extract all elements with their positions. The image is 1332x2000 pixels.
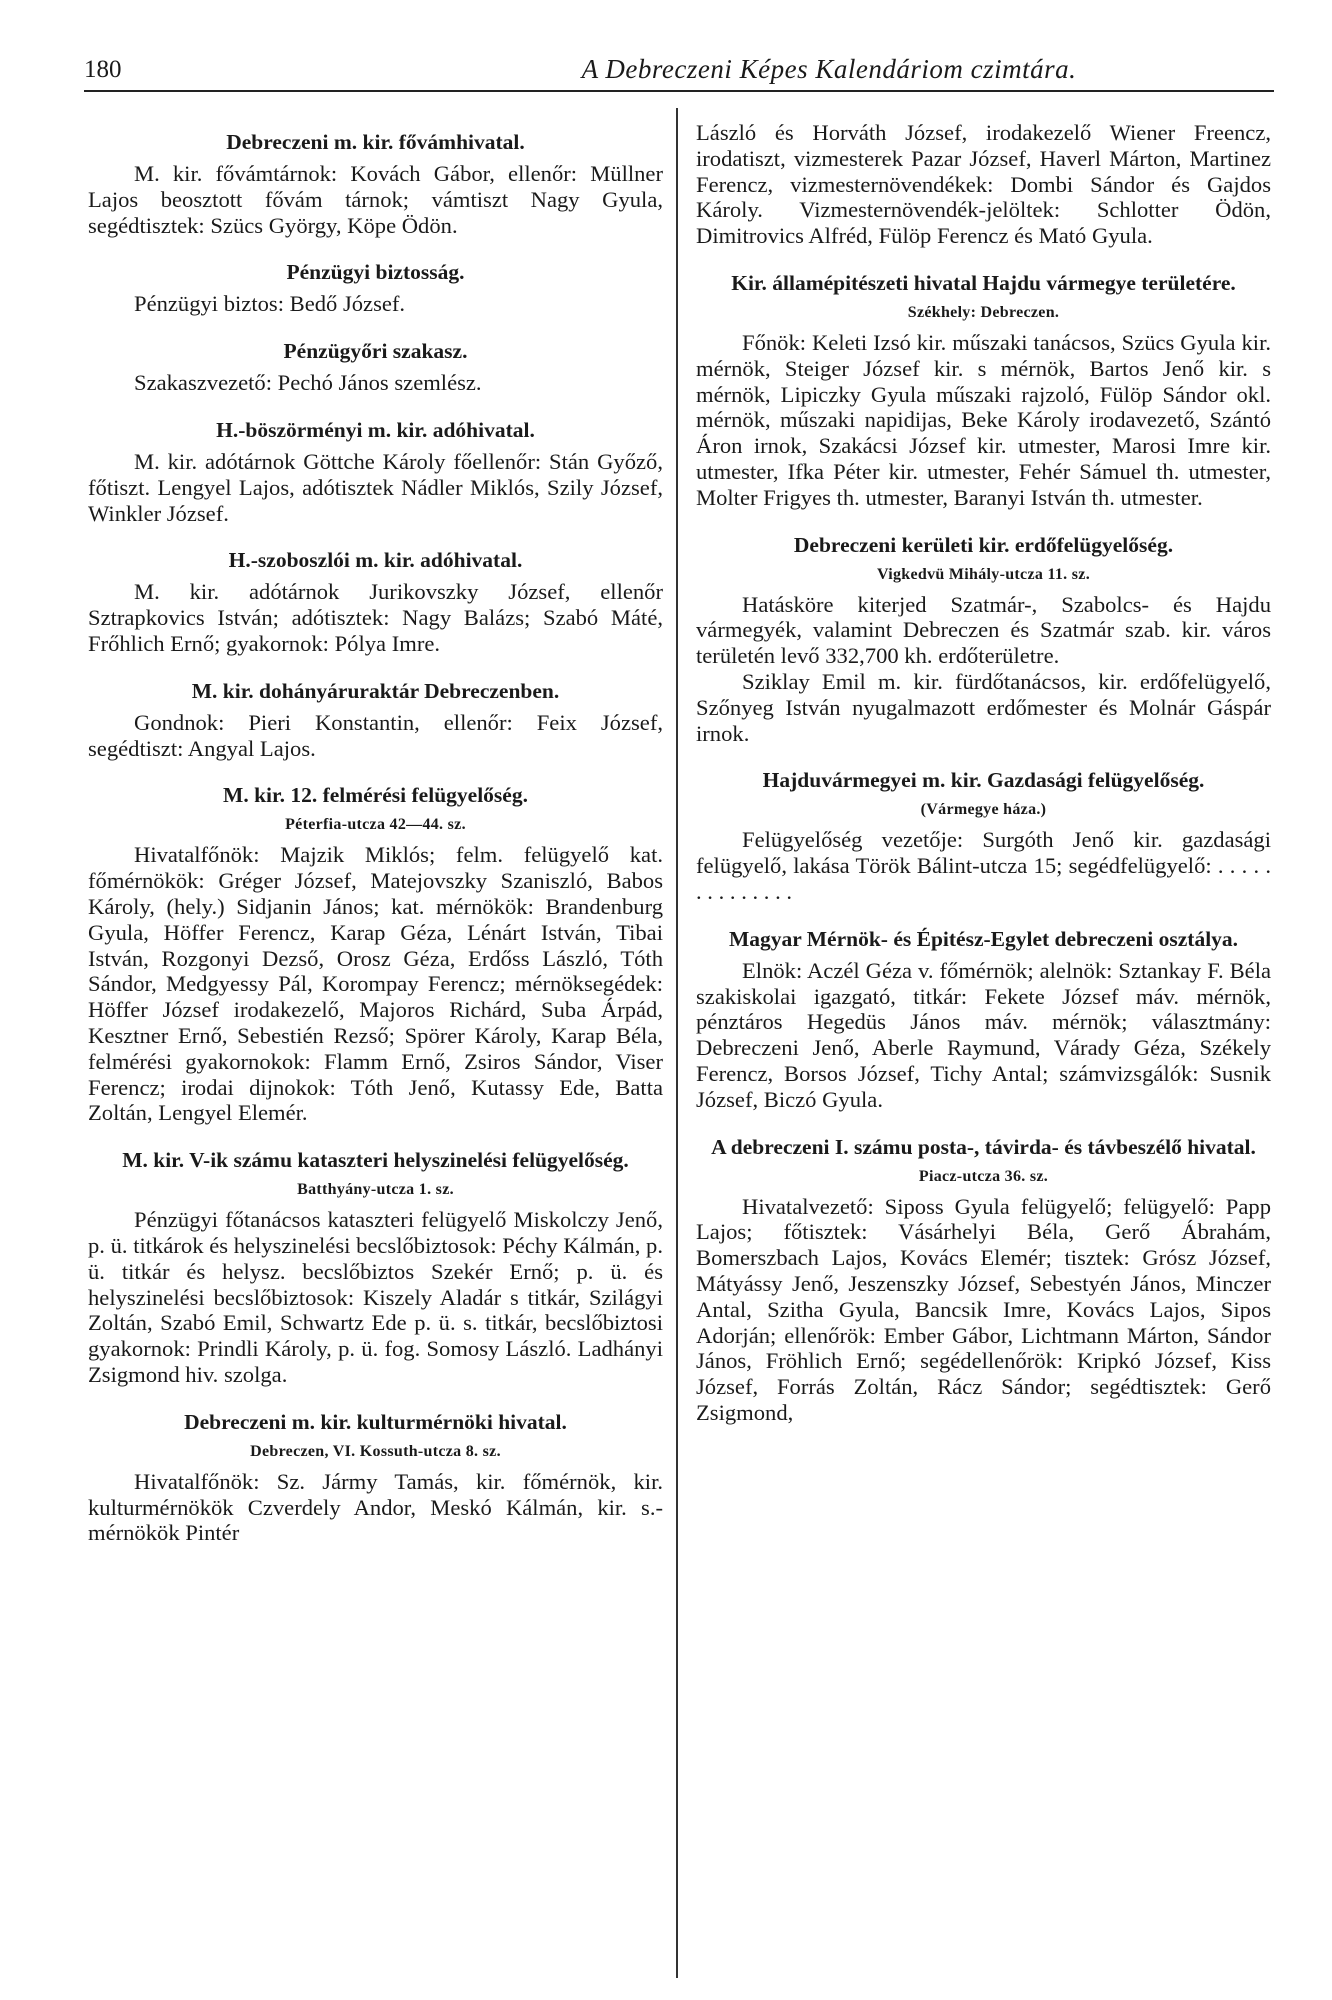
section-heading: Pénzügyőri szakasz. (283, 339, 468, 364)
section-body: Hivatalfőnök: Sz. Jármy Tamás, kir. főmérnök, kir. kulturmérnökök Czverdely Andor, Meskó Kálmán, kir. s.-mérnökök Pintér (88, 1468, 663, 1546)
section-body: László és Horváth József, irodakezelő Wiener Freencz, irodatiszt, vizmesterek Pazar József, Haverl Márton, Martinez Ferencz, vizmesternövendékek: Dombi Sándor és Gajdos Károly. Vizmesternövendék-jelöltek: Schlotter Ödön, Dimitrovics Alfréd, Fülöp Ferencz és Mató Gyula. (696, 120, 1271, 249)
section-heading: H.-böszörményi m. kir. adóhivatal. (216, 417, 535, 442)
section-kulturmernoki-hivatal (88, 1410, 663, 1546)
section-kataszteri-felugyeloseg (88, 1148, 663, 1388)
section-address: Vigkedvü Mihály-utcza 11. sz. (877, 565, 1090, 583)
running-head (84, 52, 1274, 92)
column-divider (676, 108, 678, 1978)
section-body: M. kir. adótárnok Göttche Károly főellenőr: Stán Győző, főtiszt. Lengyel Lajos, adótisztek Nádler Miklós, Szily József, Winkler József. (88, 448, 663, 526)
section-heading: H.-szoboszlói m. kir. adóhivatal. (228, 548, 523, 573)
header-rule (84, 90, 1274, 92)
section-gazdasagi-felugyeloseg (696, 768, 1271, 904)
section-hboszormenyi-adohivatal (88, 418, 663, 526)
section-erdofelugyeloseg (696, 533, 1271, 747)
page-title: A Debreczeni Képes Kalendáriom czimtára. (581, 54, 1077, 84)
section-heading: Debreczeni m. kir. fővámhivatal. (226, 130, 525, 154)
section-posta-hivatal (696, 1135, 1271, 1426)
section-dohanyaruraktar (88, 679, 663, 762)
section-heading: M. kir. dohányáruraktár Debreczenben. (191, 678, 560, 703)
left-column (88, 120, 663, 1546)
section-heading: Kir. államépitészeti hivatal Hajdu vármegye területére. (731, 270, 1236, 295)
section-address: Székhely: Debreczen. (907, 303, 1060, 321)
section-penzugyori-szakasz (88, 339, 663, 396)
section-body-second: Sziklay Emil m. kir. fürdőtanácsos, kir. erdőfelügyelő, Szőnyeg István nyugalmazott erdőmester és Molnár Gáspár irnok. (696, 668, 1271, 746)
section-body: Elnök: Aczél Géza v. főmérnök; alelnök: Sztankay F. Béla szakiskolai igazgató, titkár: Fekete József máv. mérnök, pénztáros Hegedüs János máv. mérnök; választmány: Debreczeni Jenő, Aberle Raymund, Várady Géza, Székely Ferencz, Borsos József, Tichy Antal; számvizsgálók: Susnik József, Biczó Gyula. (696, 957, 1271, 1112)
section-body: Hivatalvezető: Siposs Gyula felügyelő; felügyelő: Papp Lajos; főtisztek: Vásárhelyi Béla, Gerő Ábrahám, Bomerszbach Lajos, Kovács Elemér; tisztek: Grósz József, Mátyássy Jenő, Jeszenszky József, Sebestyén János, Minczer Antal, Szitha Gyula, Bancsik Imre, Kovács Lajos, Sipos Adorján; ellenőrök: Ember Gábor, Lichtmann Márton, Sándor János, Fröhlich Ernő; segédellenőrök: Kripkó József, Kiss József, Forrás Zoltán, Rácz Sándor; segédtisztek: Gerő Zsigmond, (696, 1193, 1271, 1425)
section-address: Piacz-utcza 36. sz. (918, 1167, 1049, 1185)
section-body: Főnök: Keleti Izsó kir. műszaki tanácsos, Szücs Gyula kir. mérnök, Steiger József kir. s mérnök, Bartos Jenő kir. s mérnök, Lipiczky Gyula műszaki rajzoló, Fülöp Sándor okl. mérnök, műszaki napidijas, Beke Károly irodavezető, Szántó Áron irnok, Szakácsi József kir. utmester, Marosi Imre kir. utmester, Ifka Péter kir. utmester, Fehér Sámuel th. utmester, Molter Frigyes th. utmester, Baranyi István th. utmester. (696, 329, 1271, 510)
section-heading: A debreczeni I. számu posta-, távirda- és távbeszélő hivatal. (711, 1134, 1256, 1159)
section-heading: Debreczeni kerületi kir. erdőfelügyelőség. (793, 532, 1174, 557)
section-body: Pénzügyi biztos: Bedő József. (134, 291, 406, 317)
section-address: Péterfia-utcza 42—44. sz. (285, 816, 466, 834)
section-body: M. kir. fővámtárnok: Kovách Gábor, ellenőr: Müllner Lajos beosztott fővám tárnok; vámtiszt Nagy Gyula, segédtisztek: Szücs György, Köpe Ödön. (88, 161, 663, 238)
section-kulturmernoki-continued (696, 120, 1271, 249)
section-heading: M. kir. 12. felmérési felügyelőség. (223, 783, 528, 808)
section-allamepiteszeti-hivatal (696, 271, 1271, 511)
section-body: Felügyelőség vezetője: Surgóth Jenő kir. gazdasági felügyelő, lakása Török Bálint-utcza 15; segédfelügyelő: . . . . . . . . . . . . . . (696, 827, 1271, 904)
section-heading: Pénzügyi biztosság. (286, 260, 465, 285)
section-mernok-egylet (696, 927, 1271, 1113)
section-fovamhivatal (88, 130, 663, 238)
section-address: Batthyány-utcza 1. sz. (297, 1181, 454, 1199)
section-hszoboszloi-adohivatal (88, 548, 663, 656)
section-address: (Vármegye háza.) (920, 801, 1047, 819)
right-column (696, 120, 1271, 1426)
section-felmeresi-felugyeloseg (88, 783, 663, 1126)
section-body: Hatásköre kiterjed Szatmár-, Szabolcs- és Hajdu vármegyék, valamint Debreczen és Szatmár szab. kir. város területén levő 332,700 kh. erdőterületre. (696, 591, 1271, 669)
section-heading: M. kir. V-ik számu kataszteri helyszinelési felügyelőség. (122, 1148, 629, 1173)
section-penzugyi-biztossag (88, 260, 663, 317)
section-body: Pénzügyi főtanácsos kataszteri felügyelő Miskolczy Jenő, p. ü. titkárok és helyszinelési becslőbiztosok: Péchy Kálmán, p. ü. titkár és helysz. becslőbiztos Szekér Ernő; p. ü. és helyszinelési becslőbiztosok: Kiszely Aladár s titkár, Szilágyi Zoltán, Szabó Emil, Schwartz Ede p. ü. s. titkár, becslőbiztosi gyakornok: Prindli Károly, p. ü. fog. Somosy László. Ladhányi Zsigmond hiv. szolga. (88, 1207, 663, 1387)
section-address: Debreczen, VI. Kossuth-utcza 8. sz. (250, 1442, 501, 1460)
section-body: Hivatalfőnök: Majzik Miklós; felm. felügyelő kat. főmérnökök: Gréger József, Matejovszky Szaniszló, Babos Károly, (hely.) Sidjanin János; kat. mérnökök: Brandenburg Gyula, Höffer Ferencz, Karap Géza, Lénárt István, Tibai István, Rozgonyi Dezső, Orosz Géza, Erdőss László, Tóth Sándor, Medgyessy Pál, Korompay Ferencz; mérnöksegédek: Höffer József irodakezelő, Majoros Richárd, Suba Árpád, Kesztner Ernő, Sebestién Rezső; Spörer Károly, Karap Béla, felmérési gyakornokok: Flamm Ernő, Zsiros Sándor, Viser Ferencz; irodai dijnokok: Tóth Jenő, Kutassy Ede, Batta Zoltán, Lengyel Elemér. (88, 842, 663, 1126)
section-heading: Debreczeni m. kir. kulturmérnöki hivatal. (184, 1409, 567, 1434)
section-body: Gondnok: Pieri Konstantin, ellenőr: Feix József, segédtiszt: Angyal Lajos. (88, 709, 663, 761)
section-body: Szakaszvezető: Pechó János szemlész. (134, 370, 482, 396)
section-heading: Hajduvármegyei m. kir. Gazdasági felügyelőség. (762, 768, 1205, 793)
section-body: M. kir. adótárnok Jurikovszky József, ellenőr Sztrapkovics István; adótisztek: Nagy Balázs; Szabó Máté, Frőhlich Ernő; gyakornok: Pólya Imre. (88, 579, 663, 656)
section-heading: Magyar Mérnök- és Épitész-Egylet debreczeni osztálya. (728, 926, 1239, 951)
page-number: 180 (84, 56, 122, 83)
